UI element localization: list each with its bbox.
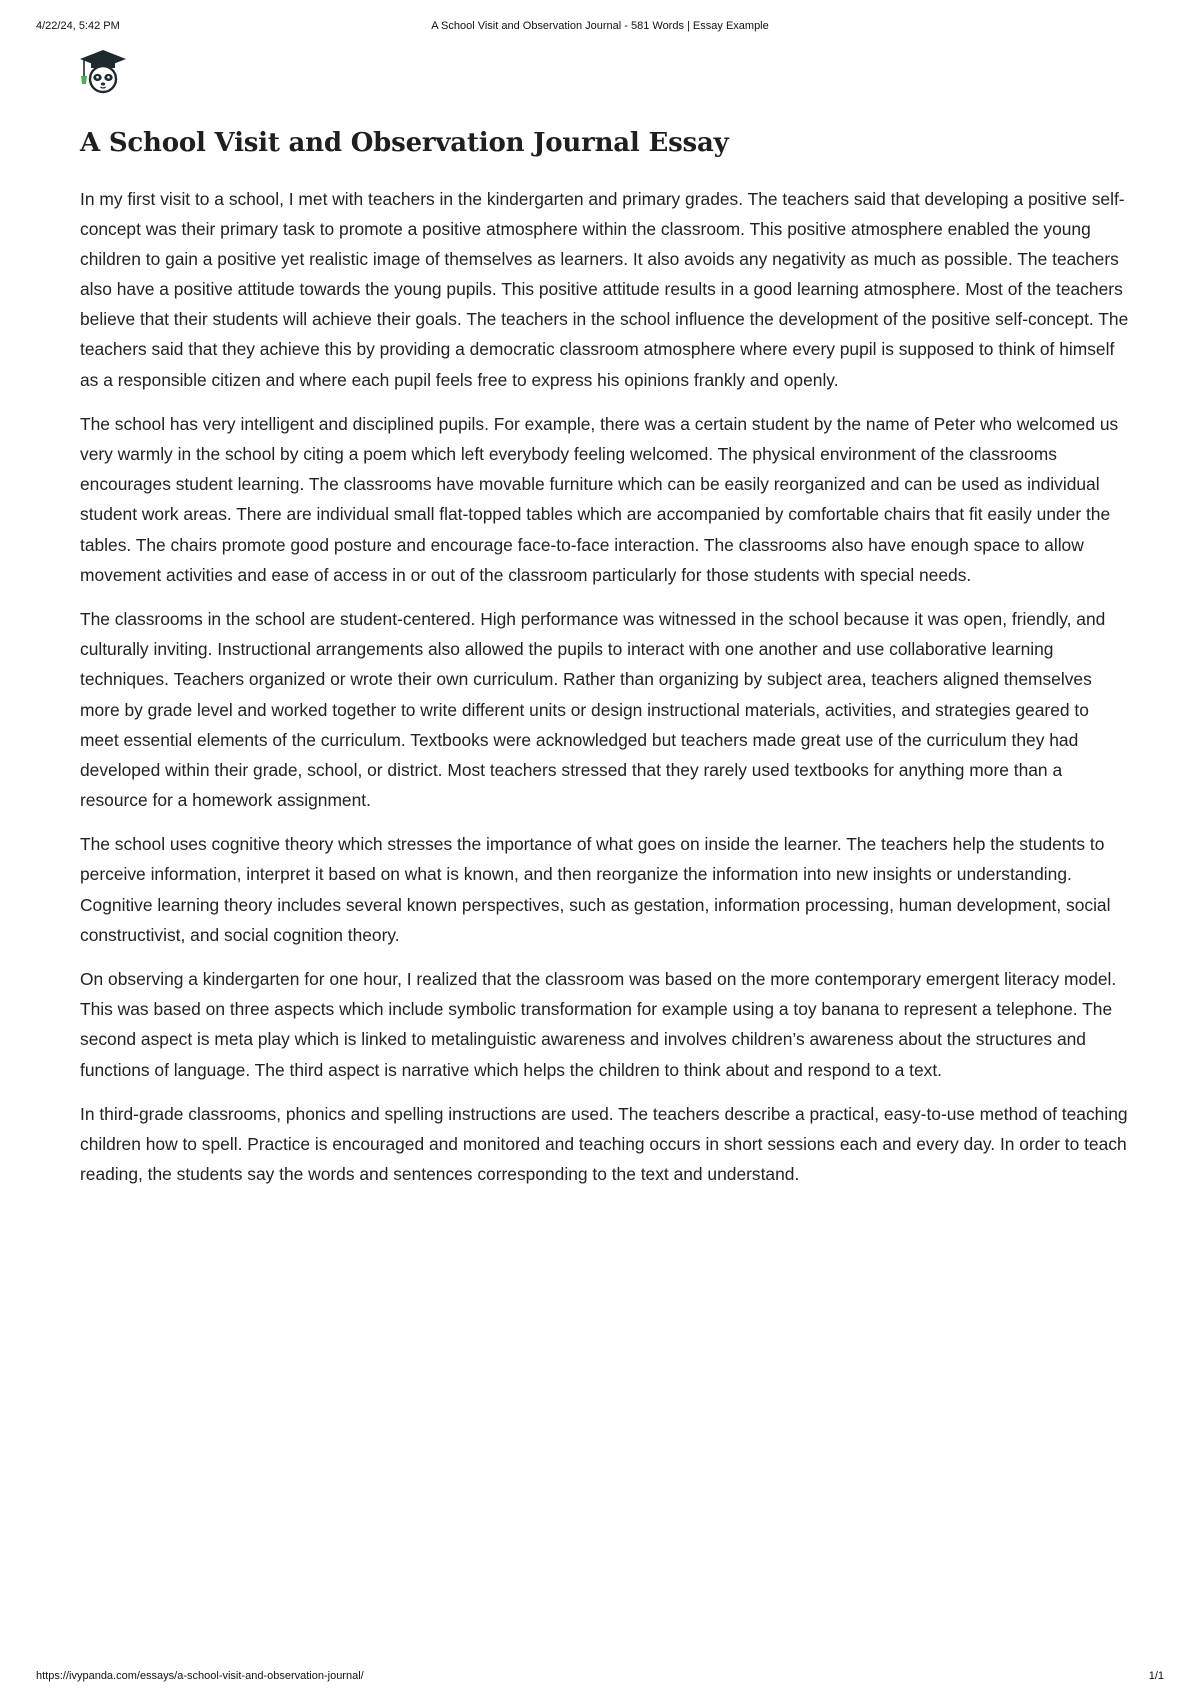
essay-content [80,124,1130,1204]
site-logo[interactable] [78,48,128,94]
essay-paragraph: In third-grade classrooms, phonics and spelling instructions are used. The teachers describe a practical, easy-to-use method of teaching children how to spell. Practice is encouraged and monitored and teaching occurs in short sessions each and every day. In order to teach reading, the students say the words and sentences corresponding to the text and understand. [80,1104,1128,1185]
print-footer [36,1670,1164,1686]
essay-paragraph: The classrooms in the school are student-centered. High performance was witnessed in the school because it was open, friendly, and culturally inviting. Instructional arrangements also allowed the pupils to interact with one another and use collaborative learning techniques. Teachers organized or wrote their own curriculum. Rather than organizing by subject area, teachers aligned themselves more by grade level and worked together to write different units or design instructional materials, activities, and strategies geared to meet essential elements of the curriculum. Textbooks were acknowledged but teachers made great use of the curriculum they had developed within their grade, school, or district. Most teachers stressed that they rarely used textbooks for anything more than a resource for a homework assignment. [80,609,1106,810]
essay-paragraph: In my first visit to a school, I met with teachers in the kindergarten and primary grades. The teachers said that developing a positive self-concept was their primary task to promote a positive atmosphere within the classroom. This positive atmosphere enabled the young children to gain a positive yet realistic image of themselves as learners. It also avoids any negativity as much as possible. The teachers also have a positive attitude towards the young pupils. This positive attitude results in a good learning atmosphere. Most of the teachers believe that their students will achieve their goals. The teachers in the school influence the development of the positive self-concept. The teachers said that they achieve this by providing a democratic classroom atmosphere where every pupil is supposed to think of himself as a responsible citizen and where each pupil feels free to express his opinions frankly and openly. [80,189,1129,390]
essay-paragraph: The school has very intelligent and disciplined pupils. For example, there was a certain student by the name of Peter who welcomed us very warmly in the school by citing a poem which left everybody feeling welcomed. The physical environment of the classrooms encourages student learning. The classrooms have movable furniture which can be easily reorganized and can be used as individual student work areas. There are individual small flat-topped tables which are accompanied by comfortable chairs that fit easily under the tables. The chairs promote good posture and encourage face-to-face interaction. The classrooms also have enough space to allow movement activities and ease of access in or out of the classroom particularly for those students with special needs. [80,414,1119,585]
print-page-count: 1/1 [1148,1670,1164,1682]
print-url: https://ivypanda.com/essays/a-school-visit-and-observation-journal/ [36,1670,364,1682]
graduation-cap-panda-logo-icon [78,48,128,94]
essay-paragraph: On observing a kindergarten for one hour, I realized that the classroom was based on the more contemporary emergent literacy model. This was based on three aspects which include symbolic transformation for example using a toy banana to represent a telephone. The second aspect is meta play which is linked to metalinguistic awareness and involves children’s awareness about the structures and functions of language. The third aspect is narrative which helps the children to think about and respond to a text. [80,969,1117,1080]
print-page-title: A School Visit and Observation Journal - 581 Words | Essay Example [431,20,769,32]
essay-title: A School Visit and Observation Journal Essay [80,128,729,158]
print-datetime: 4/22/24, 5:42 PM [36,20,120,32]
print-header [36,20,1164,36]
essay-paragraph: The school uses cognitive theory which stresses the importance of what goes on inside the learner. The teachers help the students to perceive information, interpret it based on what is known, and then reorganize the information into new insights or understanding. Cognitive learning theory includes several known perspectives, such as gestation, information processing, human development, social constructivist, and social cognition theory. [80,834,1111,945]
